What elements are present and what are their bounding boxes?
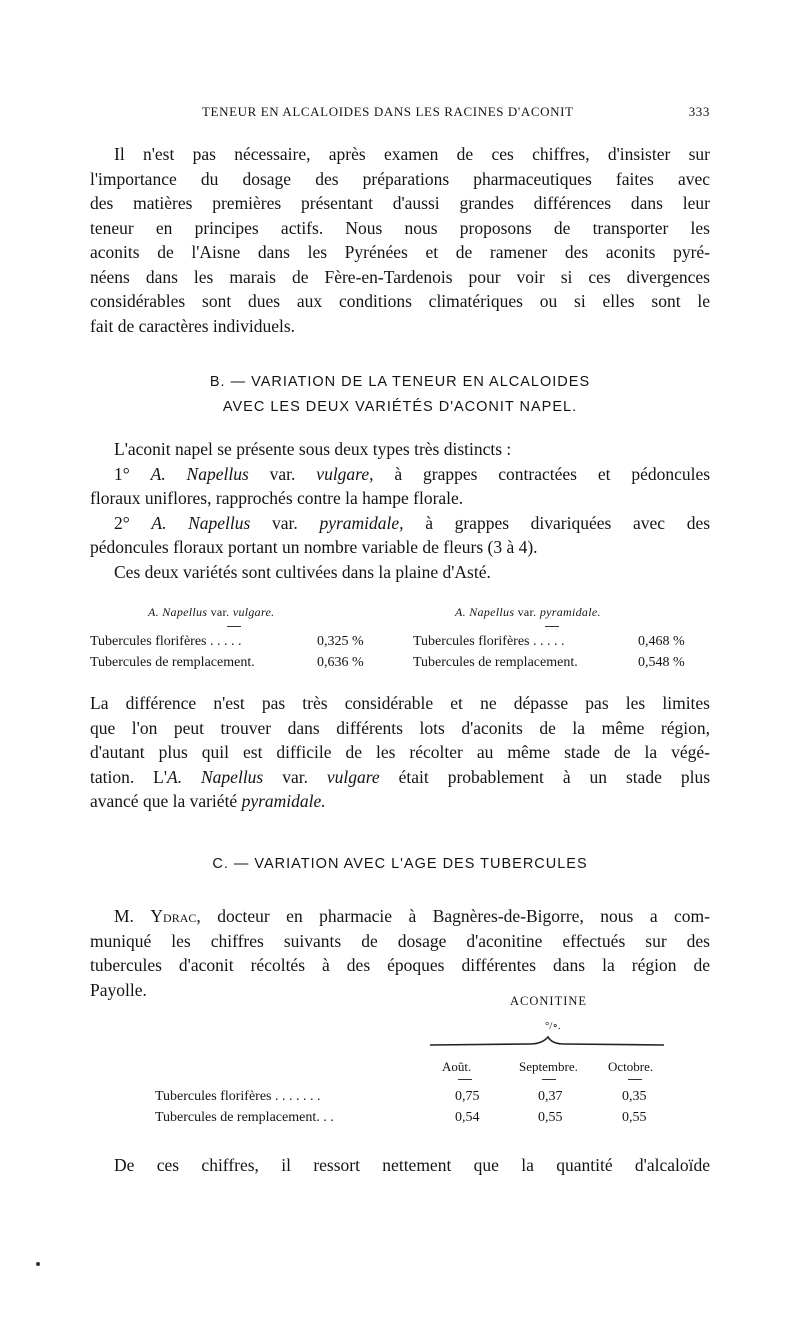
table1-left-caption (148, 605, 274, 620)
variety-name: vulgare (326, 766, 380, 787)
paragraph-line: teneur en principes actifs. Nous nous proposons de transporter les (90, 217, 710, 238)
caption-variety: pyramidale. (539, 605, 601, 619)
caption-var: var. (210, 605, 230, 619)
var-word: var. (269, 463, 296, 484)
table2-cell: 0,55 (622, 1110, 647, 1125)
section-c-heading (90, 852, 710, 877)
table1-right-caption (455, 605, 601, 620)
paragraph-3 (90, 691, 710, 814)
text-run: docteur en pharmacie à Bagnères-de-Bigorre, nous a com- (217, 906, 710, 926)
description-text: à grappes contractées et pédoncules (394, 463, 711, 484)
paragraph-line: que l'on peut trouver dans différents lots d'aconits de la même région, (90, 717, 710, 738)
paragraph-line: aconits de l'Aisne dans les Pyrénées et de ramener des aconits pyré- (90, 242, 710, 262)
species-name: A. Napellus (150, 463, 249, 484)
table2-col-september: Septembre. (519, 1059, 578, 1074)
row-label: Tubercules de remplacement. (90, 655, 255, 670)
section-b-heading-line-2: AVEC LES DEUX VARIÉTÉS D'ACONIT NAPEL. (222, 399, 578, 415)
row-value: 0,468 % (638, 634, 685, 649)
table1-right-value (638, 655, 685, 671)
paragraph-4 (90, 904, 710, 1002)
section-c-heading-line-1: C. — VARIATION AVEC L'AGE DES TUBERCULES (212, 856, 588, 872)
column-rule (628, 1079, 642, 1080)
description-text: à grappes divariquées avec des (425, 512, 711, 533)
paragraph-5 (90, 1153, 710, 1178)
section-b-heading-line-1: B. — VARIATION DE LA TENEUR EN ALCALOIDES (209, 374, 591, 390)
paragraph-line: muniqué les chiffres suivants de dosage d'aconitine effectués sur des (90, 930, 710, 951)
paragraph-line: considérables sont dues aux conditions climatériques ou si elles sont le (90, 291, 710, 311)
variety-name: pyramidale, (319, 512, 404, 533)
paragraph-line: La différence n'est pas très considérable et ne dépasse pas les limites (90, 693, 710, 713)
species-name: A. Napellus (151, 512, 251, 533)
paragraph-line: L'aconit napel se présente sous deux types très distincts : (114, 439, 512, 459)
table1-right-row (413, 655, 578, 671)
page-number: 333 (688, 104, 710, 119)
paragraph-line (90, 789, 710, 814)
table2-cell: 0,37 (538, 1089, 563, 1104)
caption-species: A. Napellus (455, 605, 515, 619)
text-run: était probablement à un stade plus (398, 766, 711, 787)
species-name: A. Napellus (167, 766, 264, 787)
text-run: tation. L' (90, 766, 168, 787)
section-b-heading (90, 370, 710, 420)
paragraph-line (90, 765, 710, 790)
paragraph-line (90, 904, 710, 929)
running-head (90, 104, 710, 126)
paragraph-line: des matières premières présentant d'aussi grandes différences dans leur (90, 193, 710, 213)
paragraph-line: De ces chiffres, il ressort nettement que la quantité d'alcaloïde (114, 1155, 710, 1175)
paragraph-line: fait de caractères individuels. (90, 315, 296, 336)
paragraph-line (90, 511, 710, 536)
var-word: var. (282, 766, 308, 787)
table1-left-value (317, 634, 364, 650)
text-run: M. (114, 906, 134, 926)
table1-left-row (90, 655, 255, 671)
caption-var: var. (517, 605, 537, 619)
item-number: 1° (114, 463, 130, 484)
table2-header: ACONITINE (510, 994, 588, 1008)
row-label: Tubercules florifères . . . . . (413, 634, 565, 649)
table2-col-august: Août. (442, 1059, 472, 1074)
column-rule (542, 1079, 556, 1080)
table1-left-value (317, 655, 364, 671)
variety-name: pyramidale. (241, 791, 326, 811)
table2-unit: °/∘. (545, 1020, 561, 1032)
paragraph-line: d'autant plus quil est difficile de les récolter au même stade de la végé- (90, 742, 710, 762)
paragraph-line (90, 462, 710, 487)
item-number: 2° (114, 512, 130, 533)
table1-right-row (413, 634, 565, 650)
row-label: Tubercules florifères . . . . . (90, 634, 242, 649)
var-word: var. (272, 512, 298, 533)
column-rule (458, 1079, 472, 1080)
table1-right-value (638, 634, 685, 650)
paragraph-line: Il n'est pas nécessaire, après examen de ces chiffres, d'insister sur (114, 144, 710, 164)
paragraph-line: tubercules d'aconit récoltés à des époques différentes dans la région de (90, 955, 710, 975)
table2-row-label: Tubercules de remplacement. . . (155, 1110, 334, 1125)
row-label: Tubercules de remplacement. (413, 655, 578, 670)
caption-rule (545, 626, 559, 627)
running-head-title: TENEUR EN ALCALOIDES DANS LES RACINES D'ACONIT (202, 104, 574, 119)
variety-name: vulgare, (316, 463, 374, 484)
row-value: 0,548 % (638, 655, 685, 670)
paragraph-line: néens dans les marais de Fère-en-Tardenois pour voir si ces divergences (90, 266, 710, 287)
caption-variety: vulgare. (232, 605, 275, 619)
table2-cell: 0,35 (622, 1089, 647, 1104)
paragraph-line: Ces deux variétés sont cultivées dans la plaine d'Asté. (114, 561, 491, 582)
person-name: Ydrac, (150, 906, 201, 926)
paragraph-line: l'importance du dosage des préparations pharmaceutiques faites avec (90, 168, 710, 189)
paragraph-line: floraux uniflores, rapprochés contre la hampe florale. (90, 488, 464, 508)
caption-species: A. Napellus (148, 605, 208, 619)
table2-brace (430, 1033, 670, 1049)
text-run: avancé que la variété (90, 791, 238, 811)
paragraph-2 (90, 437, 710, 584)
paragraph-line: Payolle. (90, 979, 147, 1000)
caption-rule (227, 626, 241, 627)
table2-cell: 0,54 (455, 1110, 480, 1125)
table1-left-row (90, 634, 242, 650)
table2-cell: 0,55 (538, 1110, 563, 1125)
table2-row-label: Tubercules florifères . . . . . . . (155, 1089, 321, 1104)
paragraph-1 (90, 142, 710, 338)
row-value: 0,325 % (317, 634, 364, 649)
table2-col-october: Octobre. (608, 1059, 654, 1074)
paragraph-line: pédoncules floraux portant un nombre variable de fleurs (3 à 4). (90, 537, 538, 557)
print-speck (36, 1262, 40, 1266)
table2-cell: 0,75 (455, 1089, 480, 1104)
row-value: 0,636 % (317, 655, 364, 670)
